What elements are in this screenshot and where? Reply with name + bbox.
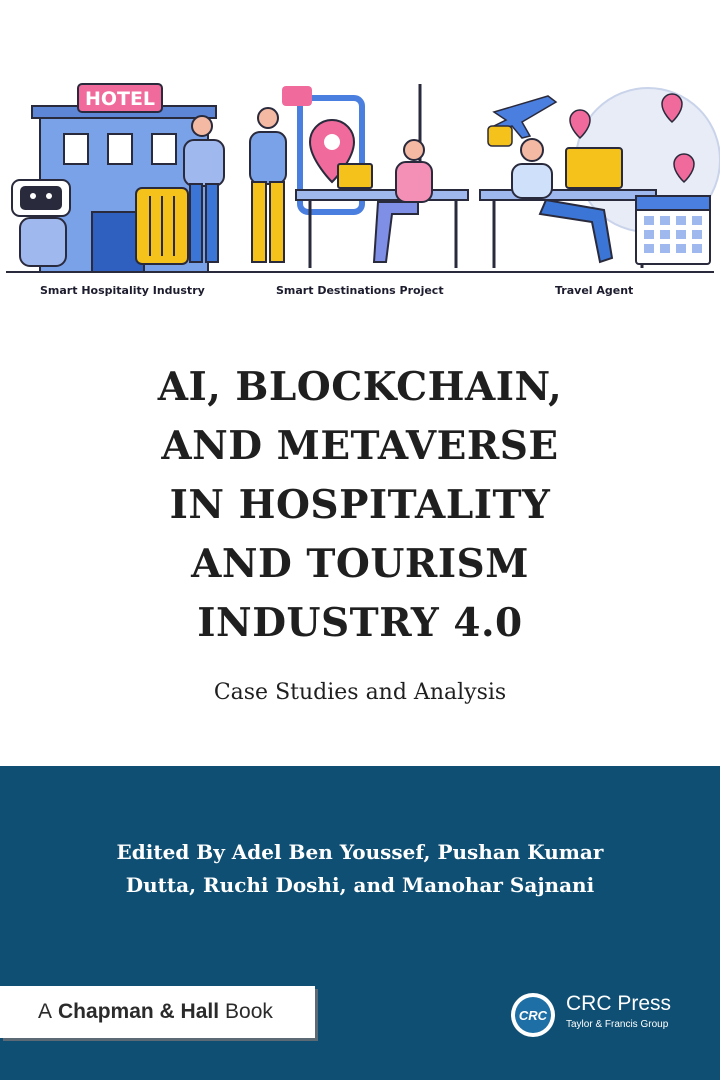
scene-label-travel-agent: Travel Agent xyxy=(555,284,634,297)
title-line: INDUSTRY 4.0 xyxy=(197,600,523,646)
series-suffix: Book xyxy=(225,1000,273,1023)
monitor xyxy=(566,148,622,188)
series-prefix: A xyxy=(38,1000,53,1023)
hotel-window xyxy=(64,134,88,164)
crc-logo-icon xyxy=(510,992,556,1038)
series-name: Chapman & Hall xyxy=(58,1000,220,1023)
publisher-logo xyxy=(510,990,710,1044)
publisher-group: Taylor & Francis Group xyxy=(566,1019,669,1030)
book-subtitle: Case Studies and Analysis xyxy=(213,680,507,705)
hotel-scene xyxy=(12,84,224,272)
agent-body xyxy=(512,164,552,198)
title-line: IN HOSPITALITY xyxy=(169,482,551,528)
scene-label-destinations: Smart Destinations Project xyxy=(276,284,444,297)
robot-body xyxy=(20,218,66,266)
title-line: AND METAVERSE xyxy=(161,423,559,469)
phone-bubble xyxy=(488,126,512,146)
desk-top xyxy=(296,190,468,200)
editors-credit xyxy=(0,836,720,902)
hotel-window xyxy=(108,134,132,164)
editors-line: Dutta, Ruchi Doshi, and Manohar Sajnani xyxy=(125,873,595,897)
laptop xyxy=(338,164,372,188)
title-line: AND TOURISM xyxy=(191,541,529,587)
traveller-head xyxy=(192,116,212,136)
hotel-window xyxy=(152,134,176,164)
seated-person-head xyxy=(404,140,424,160)
book-title xyxy=(0,358,720,653)
destinations-scene xyxy=(250,84,468,268)
scene-label-hospitality: Smart Hospitality Industry xyxy=(40,284,205,297)
agent-desk xyxy=(480,190,656,200)
guide-head xyxy=(258,108,278,128)
series-badge xyxy=(0,986,315,1038)
cover-illustration xyxy=(0,0,720,310)
hotel-sign-text: HOTEL xyxy=(84,88,156,110)
editors-line: Edited By Adel Ben Youssef, Pushan Kumar xyxy=(116,840,604,864)
chat-bubble xyxy=(282,86,312,106)
guide-body xyxy=(250,132,286,184)
publisher-name: CRC Press xyxy=(566,992,672,1015)
title-line: AI, BLOCKCHAIN, xyxy=(157,364,563,410)
seated-person-body xyxy=(396,162,432,202)
agent-head xyxy=(521,139,543,161)
svg-text:CRC: CRC xyxy=(518,1008,548,1023)
traveller-body xyxy=(184,140,224,186)
travel-agent-scene xyxy=(480,88,720,268)
